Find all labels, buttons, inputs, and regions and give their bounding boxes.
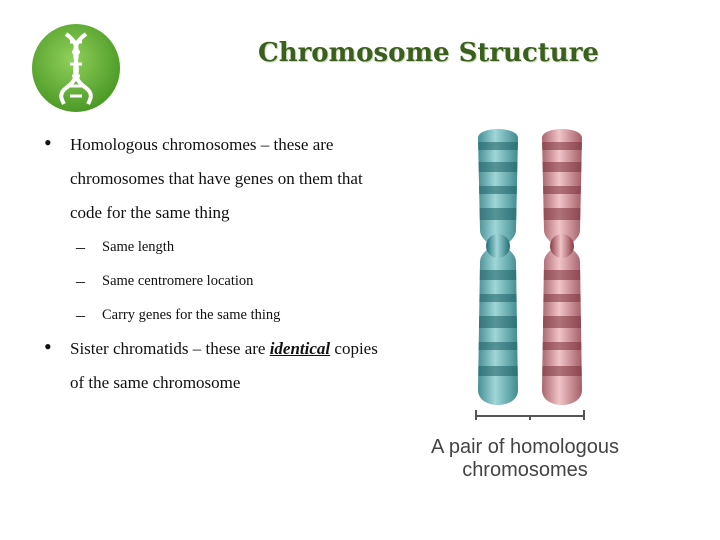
- sub-bullet-text: Carry genes for the same thing: [102, 307, 281, 323]
- left-centromere: [486, 234, 510, 258]
- bullet-dot: •: [44, 334, 52, 359]
- sub-bullet-centromere: [38, 264, 378, 298]
- dna-icon: [30, 22, 122, 114]
- bullet-text-before: Sister chromatids – these are: [70, 339, 270, 358]
- bullet-list: [38, 128, 378, 400]
- bullet-text-after: copies of the same chromosome: [70, 339, 378, 392]
- bullet-emphasis: identical: [269, 339, 331, 358]
- sub-bullet-dash: –: [76, 271, 85, 291]
- sub-bullet-length: [38, 230, 378, 264]
- left-chromosome: [470, 120, 526, 420]
- sub-bullet-dash: –: [76, 305, 85, 325]
- bullet-text: Homologous chromosomes – these are chromosomes that have genes on them that code for the same thing: [70, 135, 363, 222]
- bullet-sister-chromatids: [38, 332, 378, 400]
- caption-line-1: A pair of homologous: [431, 436, 619, 458]
- caption-line-2: chromosomes: [462, 459, 588, 481]
- right-centromere: [550, 234, 574, 258]
- sub-bullet-text: Same length: [102, 239, 175, 255]
- pair-bracket: [476, 410, 584, 420]
- homologous-chromosomes-illustration: [400, 120, 660, 420]
- dna-logo: [30, 22, 122, 114]
- figure-caption: [400, 436, 650, 482]
- bullet-dot: •: [44, 130, 52, 155]
- bullet-homologous: [38, 128, 378, 230]
- sub-bullet-text: Same centromere location: [102, 273, 254, 289]
- sub-bullet-genes: [38, 298, 378, 332]
- sub-bullet-dash: –: [76, 237, 85, 257]
- right-chromosome: [534, 120, 590, 420]
- slide-title: Chromosome Structure: [258, 38, 599, 68]
